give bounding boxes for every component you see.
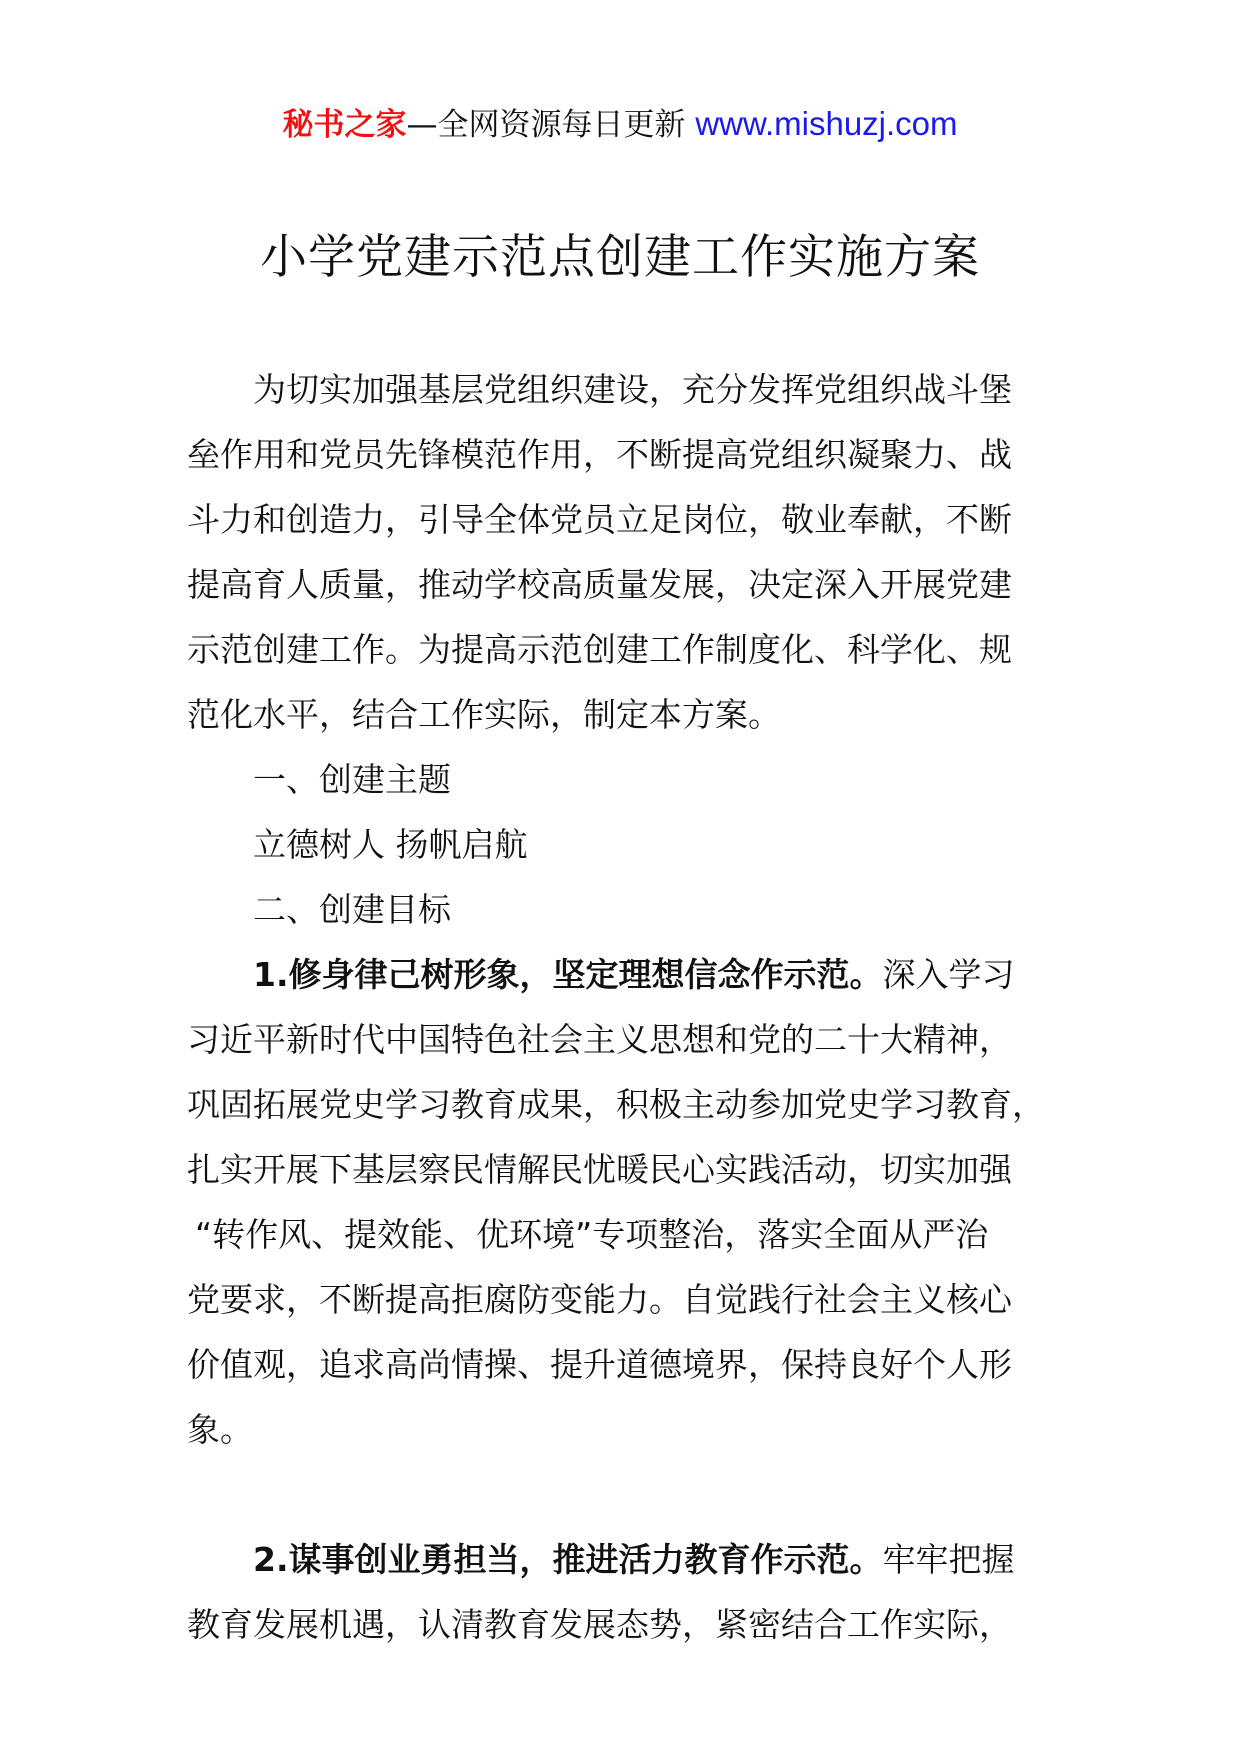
- header-slogan: —全网资源每日更新: [406, 107, 696, 143]
- goal-1-line: “转作风、提效能、优环境”专项整治，落实全面从严治: [195, 1215, 989, 1254]
- goal-1-line: 扎实开展下基层察民情解民忧暖民心实践活动，切实加强: [187, 1150, 1012, 1189]
- section-heading-theme: 一、创建主题: [253, 760, 451, 799]
- goal-2-line: 教育发展机遇，认清教育发展态势，紧密结合工作实际，: [187, 1605, 1012, 1644]
- intro-line: 提高育人质量，推动学校高质量发展，决定深入开展党建: [187, 565, 1012, 604]
- theme-text: 立德树人 扬帆启航: [253, 825, 528, 864]
- goal-1-line: 习近平新时代中国特色社会主义思想和党的二十大精神，: [187, 1020, 1012, 1059]
- goal-1-heading: 1.修身律己树形象，坚定理想信念作示范。: [253, 955, 883, 994]
- intro-line: 范化水平，结合工作实际，制定本方案。: [187, 695, 781, 734]
- goal-1-text: 深入学习: [882, 955, 1015, 994]
- goal-1-line: 象。: [187, 1410, 253, 1449]
- paragraph-gap: [187, 1462, 1017, 1527]
- goal-1-first-line: [187, 942, 1017, 1007]
- goal-2-text: 牢牢把握: [882, 1540, 1015, 1579]
- goal-1-line: 党要求，不断提高拒腐防变能力。自觉践行社会主义核心: [187, 1280, 1012, 1319]
- document-title: 小学党建示范点创建工作实施方案: [260, 230, 980, 285]
- section-heading-goals: 二、创建目标: [253, 890, 451, 929]
- document-body: [187, 357, 1045, 1657]
- intro-line: 示范创建工作。为提高示范创建工作制度化、科学化、规: [187, 630, 1012, 669]
- intro-line: 斗力和创造力，引导全体党员立足岗位，敬业奉献，不断: [187, 500, 1012, 539]
- goal-1-line: 价值观，追求高尚情操、提升道德境界，保持良好个人形: [187, 1345, 1012, 1384]
- intro-line: 垒作用和党员先锋模范作用，不断提高党组织凝聚力、战: [187, 435, 1012, 474]
- site-header: [0, 102, 1240, 147]
- site-url-link[interactable]: www.mishuzj.com: [695, 105, 958, 142]
- intro-line: 为切实加强基层党组织建设，充分发挥党组织战斗堡: [253, 370, 1012, 409]
- brand-name: 秘书之家: [282, 107, 407, 143]
- goal-2-heading: 2.谋事创业勇担当，推进活力教育作示范。: [253, 1540, 883, 1579]
- goal-1-line: 巩固拓展党史学习教育成果，积极主动参加党史学习教育，: [187, 1085, 1045, 1124]
- goal-2-first-line: [187, 1527, 1017, 1592]
